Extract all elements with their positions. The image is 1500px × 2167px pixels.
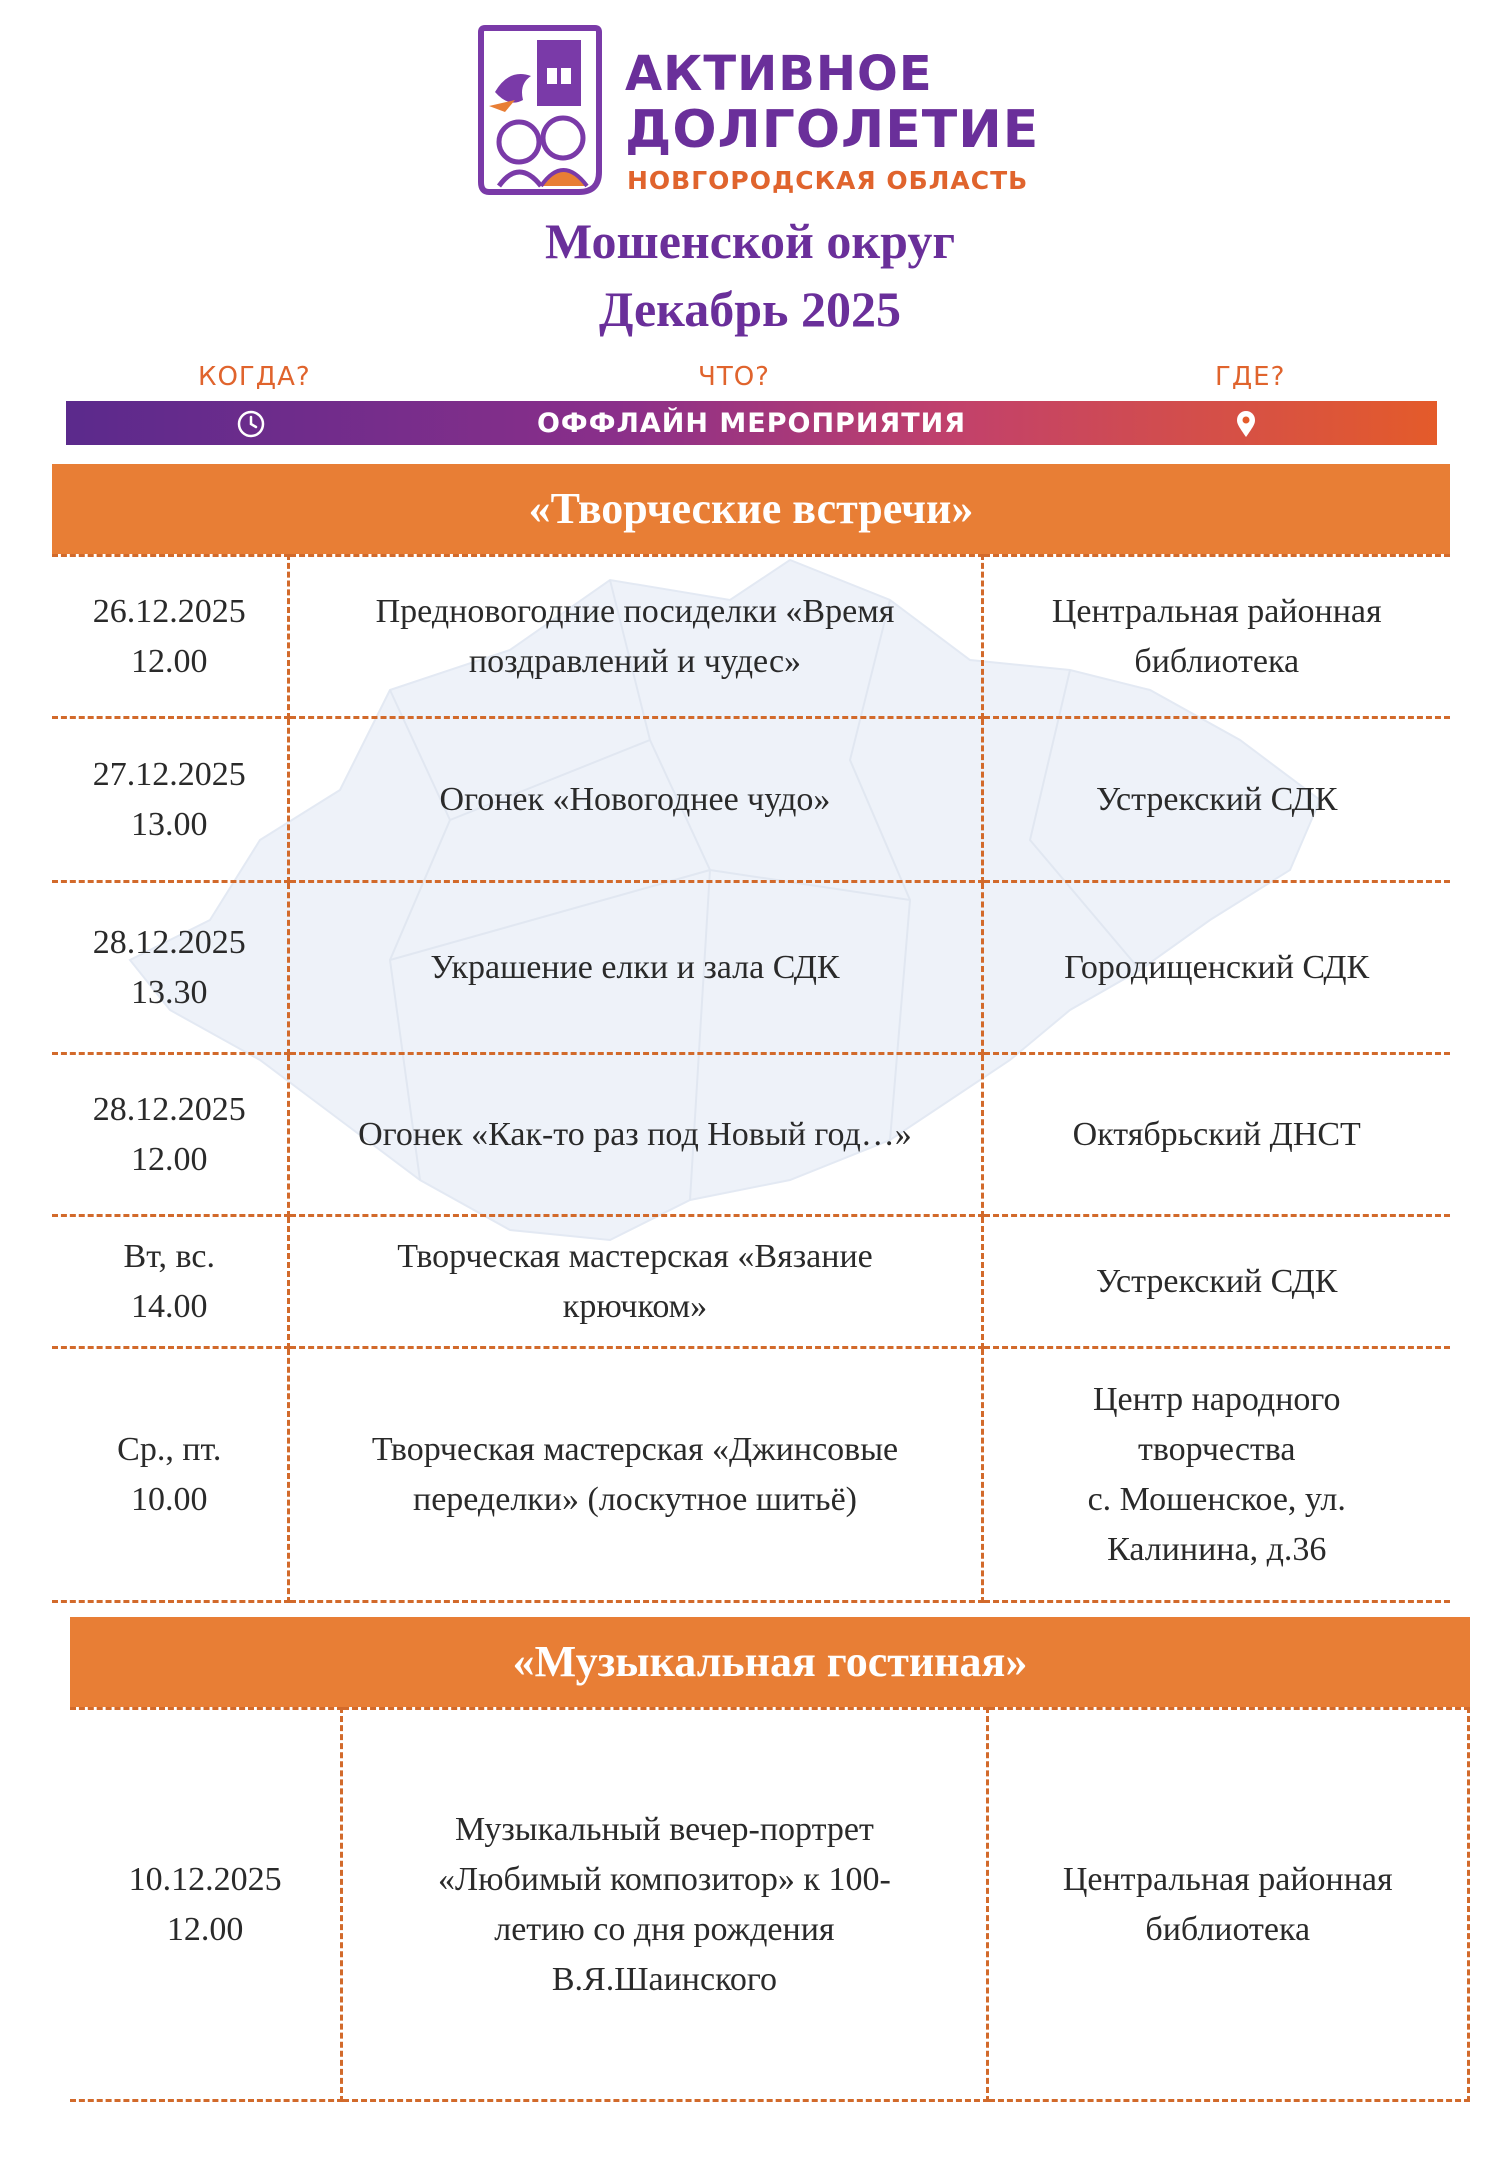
logo-text-line1: АКТИВНОЕ bbox=[625, 46, 933, 102]
event-place-cell bbox=[982, 1348, 1450, 1602]
event-place-line: Устрекский СДК bbox=[1096, 1262, 1338, 1300]
event-title-line: Творческая мастерская «Джинсовые bbox=[371, 1430, 899, 1468]
event-time: 12.00 bbox=[131, 1140, 208, 1178]
event-title-cell bbox=[288, 556, 982, 718]
section-header-music-lounge: «Музыкальная гостиная» bbox=[70, 1617, 1470, 1707]
event-title-line: Предновогодние посиделки «Время bbox=[375, 592, 895, 630]
event-title-line: «Любимый композитор» к 100- bbox=[438, 1860, 891, 1898]
event-place-cell bbox=[982, 882, 1450, 1054]
event-title-cell bbox=[288, 718, 982, 882]
event-date: Вт, вс. bbox=[123, 1237, 215, 1275]
event-place-line: Центральная районная bbox=[1062, 1860, 1393, 1898]
offline-events-bar bbox=[66, 401, 1437, 445]
page-subtitle-month: Декабрь 2025 bbox=[598, 281, 901, 337]
table-row bbox=[52, 1054, 1450, 1216]
event-date: 26.12.2025 bbox=[92, 592, 246, 630]
event-time: 10.00 bbox=[131, 1480, 208, 1518]
logo bbox=[475, 22, 1040, 200]
offline-events-title: ОФФЛАЙН МЕРОПРИЯТИЯ bbox=[536, 408, 967, 439]
event-date-cell bbox=[70, 1709, 342, 2101]
event-place-line: Городищенский СДК bbox=[1064, 948, 1370, 986]
event-time: 12.00 bbox=[131, 642, 208, 680]
event-title-cell bbox=[288, 882, 982, 1054]
event-title-line: В.Я.Шаинского bbox=[551, 1960, 777, 1998]
event-date-cell bbox=[52, 556, 288, 718]
event-place-line: Калинина, д.36 bbox=[1107, 1530, 1327, 1568]
event-place-line: Октябрьский ДНСТ bbox=[1072, 1115, 1361, 1153]
table-row bbox=[52, 718, 1450, 882]
event-place-line: Центр народного bbox=[1092, 1380, 1341, 1418]
table-row bbox=[52, 556, 1450, 718]
event-title-cell bbox=[288, 1054, 982, 1216]
event-date: 28.12.2025 bbox=[92, 923, 246, 961]
event-time: 13.30 bbox=[131, 973, 208, 1011]
event-date: 28.12.2025 bbox=[92, 1090, 246, 1128]
event-place-line: Центральная районная bbox=[1051, 592, 1382, 630]
event-title-line: крючком» bbox=[562, 1287, 708, 1325]
event-date-cell bbox=[52, 1054, 288, 1216]
event-date-cell bbox=[52, 1216, 288, 1348]
events-table-music bbox=[70, 1707, 1470, 2102]
event-place-cell bbox=[982, 556, 1450, 718]
event-place-cell bbox=[987, 1709, 1468, 2101]
page-title: Мошенской округ bbox=[544, 213, 956, 269]
event-title-cell bbox=[342, 1709, 987, 2101]
table-row bbox=[70, 1709, 1469, 2101]
table-row bbox=[52, 882, 1450, 1054]
event-date: 10.12.2025 bbox=[128, 1860, 282, 1898]
event-place-line: творчества bbox=[1137, 1430, 1296, 1468]
event-title-line: поздравлений и чудес» bbox=[468, 642, 802, 680]
event-title-line: Творческая мастерская «Вязание bbox=[397, 1237, 873, 1275]
table-row bbox=[52, 1348, 1450, 1602]
events-table-creative bbox=[52, 554, 1450, 1603]
event-title-line: Огонек «Как-то раз под Новый год…» bbox=[358, 1115, 912, 1153]
logo-text-line3: НОВГОРОДСКАЯ ОБЛАСТЬ bbox=[627, 166, 1029, 195]
event-place-line: с. Мошенское, ул. bbox=[1087, 1480, 1346, 1518]
event-time: 14.00 bbox=[131, 1287, 208, 1325]
event-title-line: переделки» (лоскутное шитьё) bbox=[413, 1480, 857, 1518]
event-time: 13.00 bbox=[131, 805, 208, 843]
logo-text-line2: ДОЛГОЛЕТИЕ bbox=[625, 100, 1040, 160]
event-time: 12.00 bbox=[166, 1910, 244, 1948]
table-row bbox=[52, 1216, 1450, 1348]
event-place-cell bbox=[982, 718, 1450, 882]
event-date-cell bbox=[52, 718, 288, 882]
label-what: ЧТО? bbox=[698, 362, 770, 392]
event-place-line: библиотека bbox=[1145, 1910, 1311, 1948]
event-title-line: летию со дня рождения bbox=[494, 1910, 835, 1948]
event-place-line: библиотека bbox=[1134, 642, 1300, 680]
event-date: 27.12.2025 bbox=[92, 755, 246, 793]
logo-emblem-icon bbox=[475, 22, 605, 198]
event-title-line: Украшение елки и зала СДК bbox=[430, 948, 840, 986]
label-where: ГДЕ? bbox=[1215, 362, 1286, 392]
event-title-cell bbox=[288, 1348, 982, 1602]
section-header-creative-meetings: «Творческие встречи» bbox=[52, 464, 1450, 554]
event-title-line: Музыкальный вечер-портрет bbox=[454, 1810, 874, 1848]
event-date-cell bbox=[52, 1348, 288, 1602]
event-date-cell bbox=[52, 882, 288, 1054]
location-pin-icon bbox=[1231, 409, 1261, 439]
event-date: Ср., пт. bbox=[117, 1430, 222, 1468]
event-title-cell bbox=[288, 1216, 982, 1348]
event-place-cell bbox=[982, 1054, 1450, 1216]
event-place-cell bbox=[982, 1216, 1450, 1348]
event-place-line: Устрекский СДК bbox=[1096, 780, 1338, 818]
event-title-line: Огонек «Новогоднее чудо» bbox=[439, 780, 831, 818]
label-when: КОГДА? bbox=[198, 362, 311, 392]
